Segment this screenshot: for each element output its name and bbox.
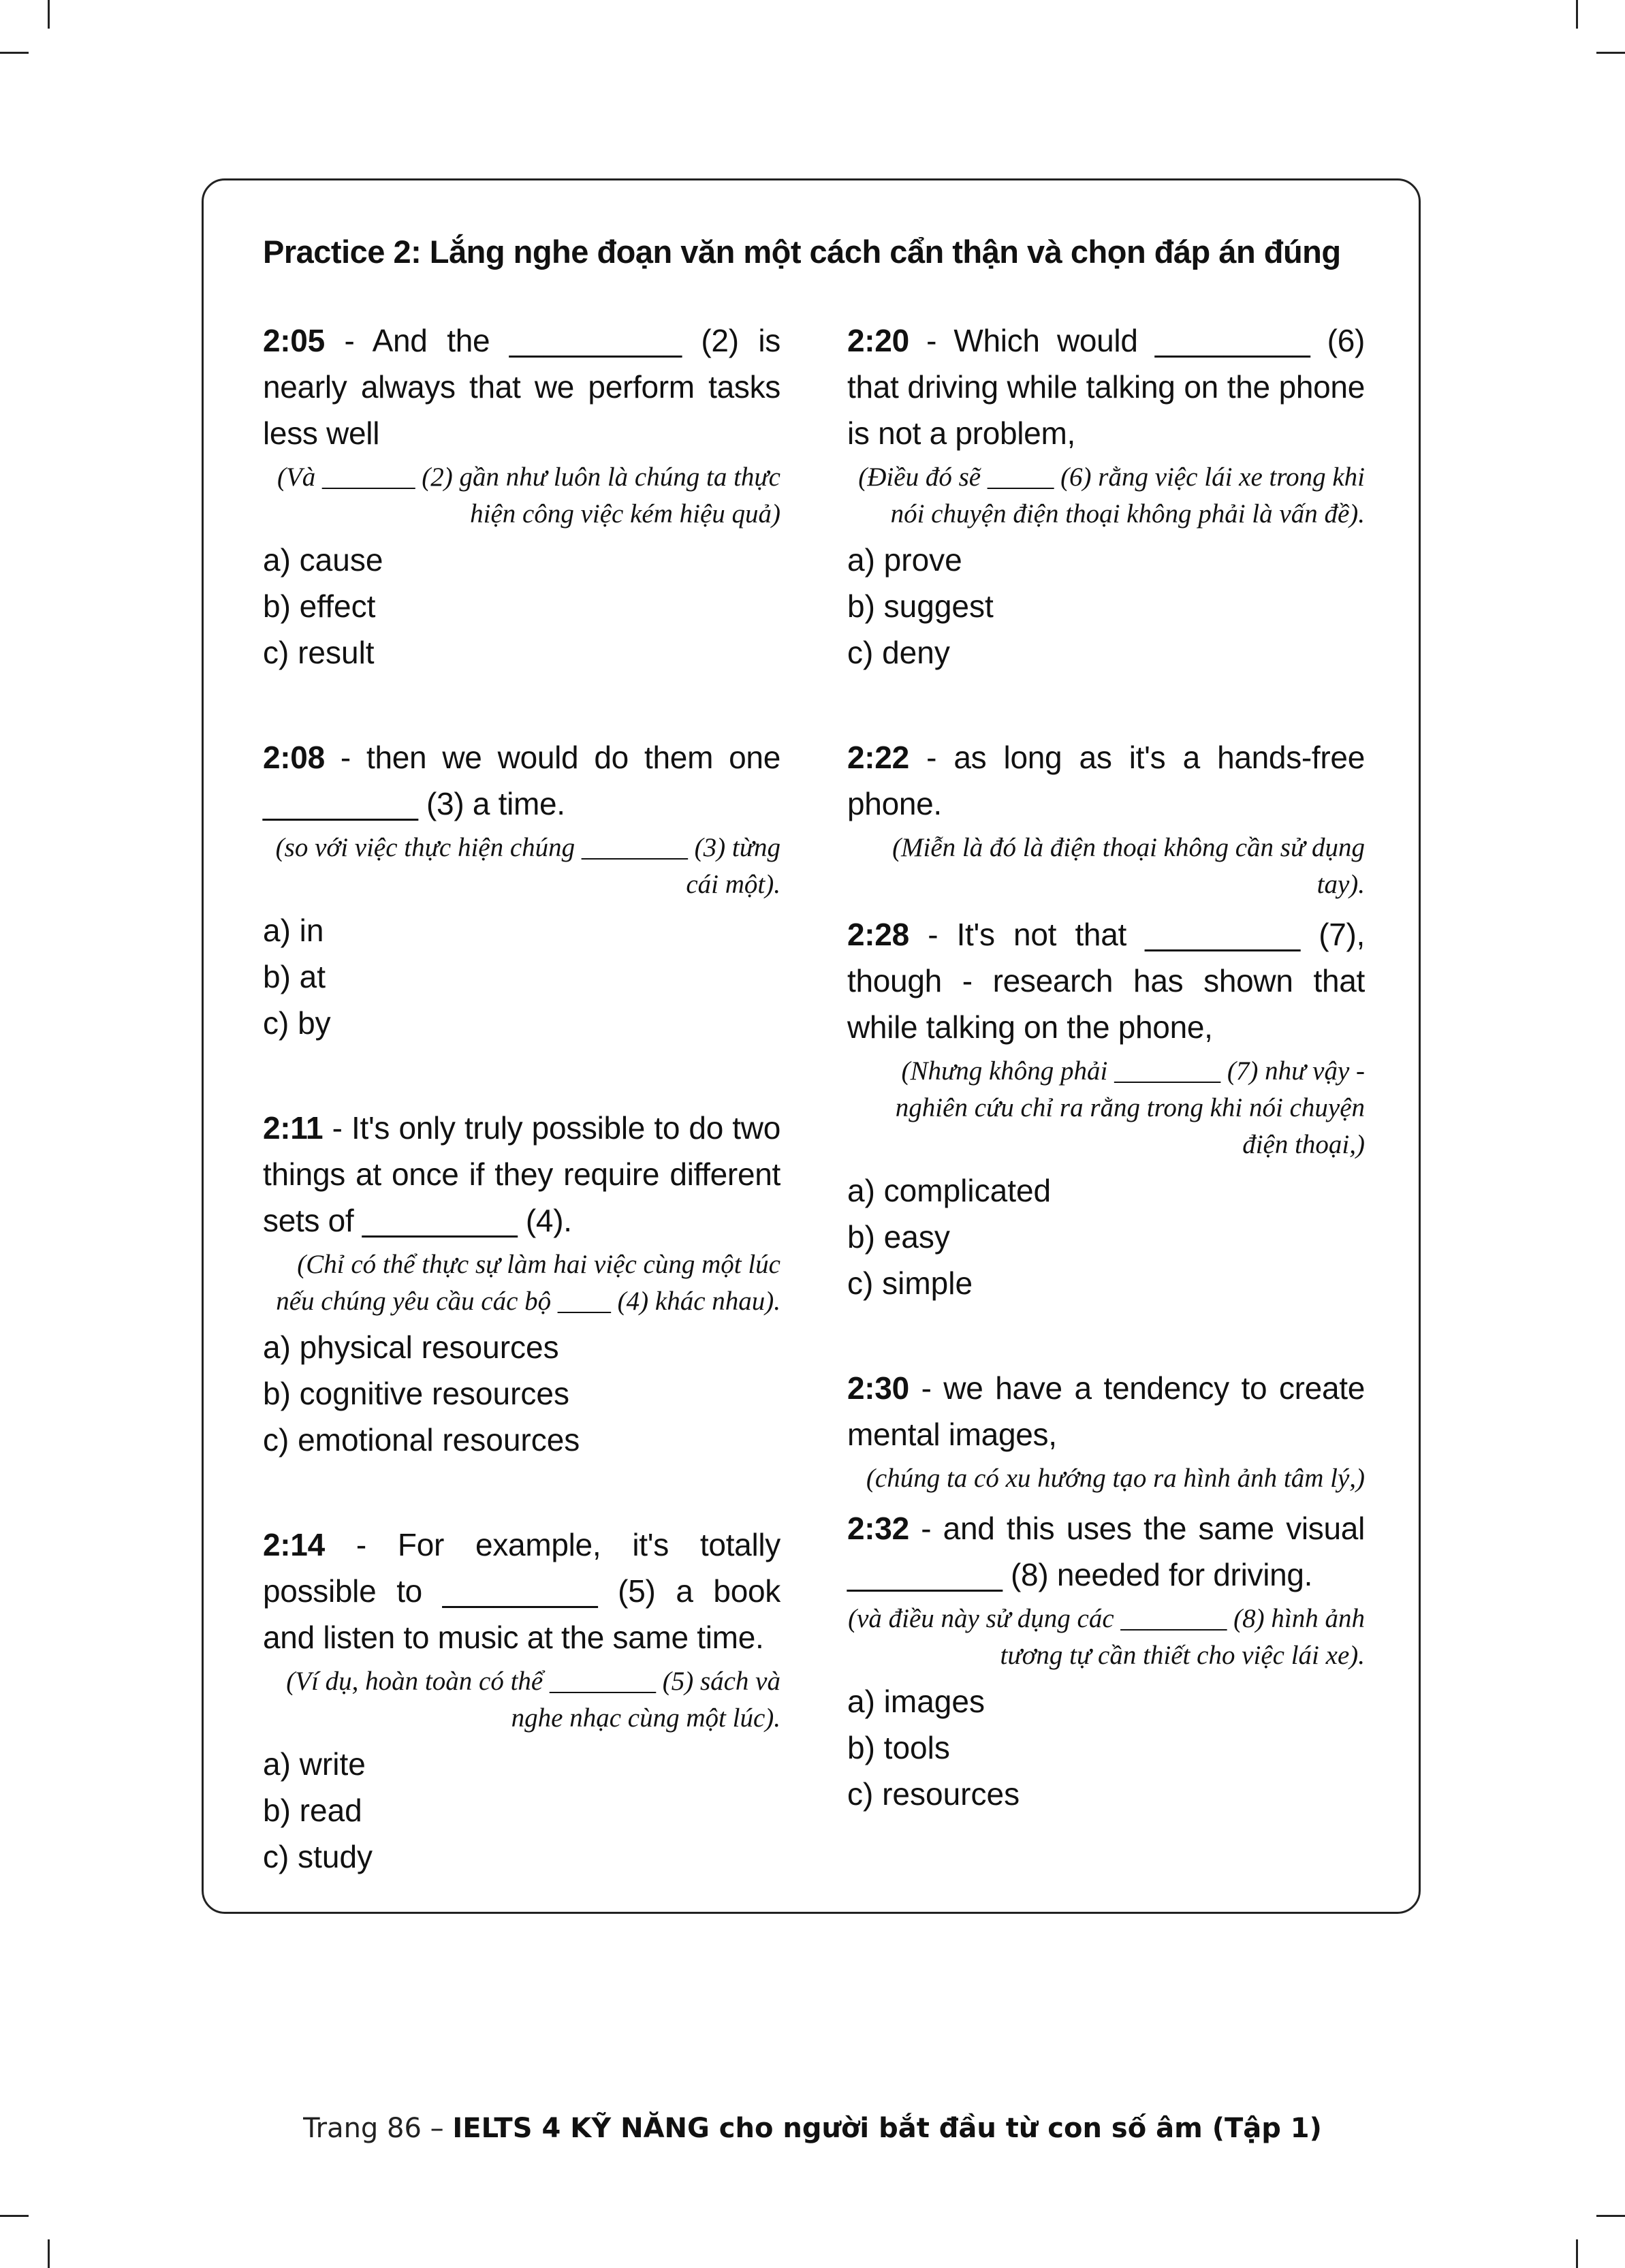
question-5 — [263, 1522, 780, 1880]
option-b[interactable]: b) effect — [263, 588, 376, 624]
timestamp: 2:08 — [263, 740, 325, 775]
crop-mark — [1596, 2215, 1625, 2217]
timestamp: 2:20 — [847, 323, 909, 358]
question-4 — [263, 1105, 780, 1463]
option-b[interactable]: b) easy — [847, 1219, 950, 1255]
question-text: 2:20 - Which would _________ (6) that driving while talking on the phone is not a problem, — [847, 323, 1365, 451]
translation: (Và _______ (2) gần như luôn là chúng ta thực hiện công việc kém hiệu quả) — [277, 462, 780, 529]
translation: (Ví dụ, hoàn toàn có thể ________ (5) sách và nghe nhạc cùng một lúc). — [286, 1667, 780, 1733]
question-2 — [263, 317, 780, 676]
crop-mark — [1576, 0, 1578, 29]
question-text: 2:28 - It's not that _________ (7), though - research has shown that while talking on the phone, — [847, 917, 1365, 1045]
timestamp: 2:11 — [263, 1110, 324, 1146]
option-c[interactable]: c) resources — [847, 1776, 1020, 1812]
question-7 — [847, 911, 1365, 1306]
crop-mark — [48, 0, 50, 29]
timestamp: 2:05 — [263, 323, 325, 358]
translation: (và điều này sử dụng các ________ (8) hình ảnh tương tự cần thiết cho việc lái xe). — [848, 1604, 1365, 1670]
question-text: 2:32 - and this uses the same visual _________ (8) needed for driving. — [847, 1511, 1365, 1592]
option-a[interactable]: a) complicated — [847, 1173, 1052, 1208]
left-column — [263, 317, 780, 1938]
question-text: 2:05 - And the __________ (2) is nearly always that we perform tasks less well — [263, 323, 780, 451]
book-title: IELTS 4 KỸ NĂNG cho người bắt đầu từ con số âm (Tập 1) — [452, 2113, 1322, 2144]
option-b[interactable]: b) tools — [847, 1730, 950, 1765]
translation: (chúng ta có xu hướng tạo ra hình ảnh tâm lý,) — [866, 1464, 1365, 1493]
crop-mark — [1596, 52, 1625, 54]
page-footer — [0, 2110, 1625, 2147]
option-a[interactable]: a) physical resources — [263, 1329, 559, 1365]
option-b[interactable]: b) suggest — [847, 588, 994, 624]
question-8 — [847, 1505, 1365, 1817]
option-c[interactable]: c) study — [263, 1839, 373, 1874]
option-a[interactable]: a) in — [263, 913, 324, 948]
crop-mark — [1576, 2239, 1578, 2268]
timestamp: 2:28 — [847, 917, 909, 952]
question-text: 2:22 - as long as it's a hands-free phone. — [847, 740, 1365, 821]
option-b[interactable]: b) read — [263, 1793, 362, 1828]
option-b[interactable]: b) at — [263, 959, 326, 994]
page-number: Trang 86 – — [303, 2113, 453, 2144]
segment-2-30 — [847, 1365, 1365, 1497]
option-c[interactable]: c) simple — [847, 1265, 973, 1301]
question-text: 2:08 - then we would do them one _________ (3) a time. — [263, 740, 780, 821]
option-a[interactable]: a) write — [263, 1746, 366, 1782]
question-3 — [263, 734, 780, 1046]
translation: (Miễn là đó là điện thoại không cần sử dụng tay). — [892, 833, 1365, 899]
option-a[interactable]: a) cause — [263, 542, 383, 578]
question-6 — [847, 317, 1365, 676]
crop-mark — [0, 2215, 29, 2217]
question-text: 2:11 - It's only truly possible to do two things at once if they require different sets of _________ (4). — [263, 1110, 780, 1238]
question-text: 2:30 - we have a tendency to create mental images, — [847, 1370, 1365, 1452]
option-b[interactable]: b) cognitive resources — [263, 1376, 569, 1411]
segment-2-22 — [847, 734, 1365, 903]
right-column — [847, 317, 1365, 1876]
translation: (Nhưng không phải ________ (7) như vậy - nghiên cứu chỉ ra rằng trong khi nói chuyện điện thoại,) — [895, 1056, 1365, 1159]
option-c[interactable]: c) result — [263, 635, 375, 670]
timestamp: 2:30 — [847, 1370, 909, 1406]
question-text: 2:14 - For example, it's totally possible to _________ (5) a book and listen to music at the same time. — [263, 1527, 780, 1655]
option-c[interactable]: c) deny — [847, 635, 950, 670]
crop-mark — [48, 2239, 50, 2268]
option-a[interactable]: a) images — [847, 1684, 985, 1719]
option-c[interactable]: c) emotional resources — [263, 1422, 580, 1458]
option-c[interactable]: c) by — [263, 1005, 331, 1041]
exercise-heading: Practice 2: Lắng nghe đoạn văn một cách cẩn thận và chọn đáp án đúng — [263, 234, 1341, 270]
translation: (Chỉ có thể thực sự làm hai việc cùng một lúc nếu chúng yêu cầu các bộ ____ (4) khác nhau). — [276, 1250, 780, 1316]
timestamp: 2:22 — [847, 740, 909, 775]
timestamp: 2:14 — [263, 1527, 325, 1562]
translation: (Điều đó sẽ _____ (6) rằng việc lái xe trong khi nói chuyện điện thoại không phải là vấn đề). — [858, 462, 1365, 529]
timestamp: 2:32 — [847, 1511, 909, 1546]
option-a[interactable]: a) prove — [847, 542, 962, 578]
translation: (so với việc thực hiện chúng ________ (3) từng cái một). — [275, 833, 780, 899]
crop-mark — [0, 52, 29, 54]
